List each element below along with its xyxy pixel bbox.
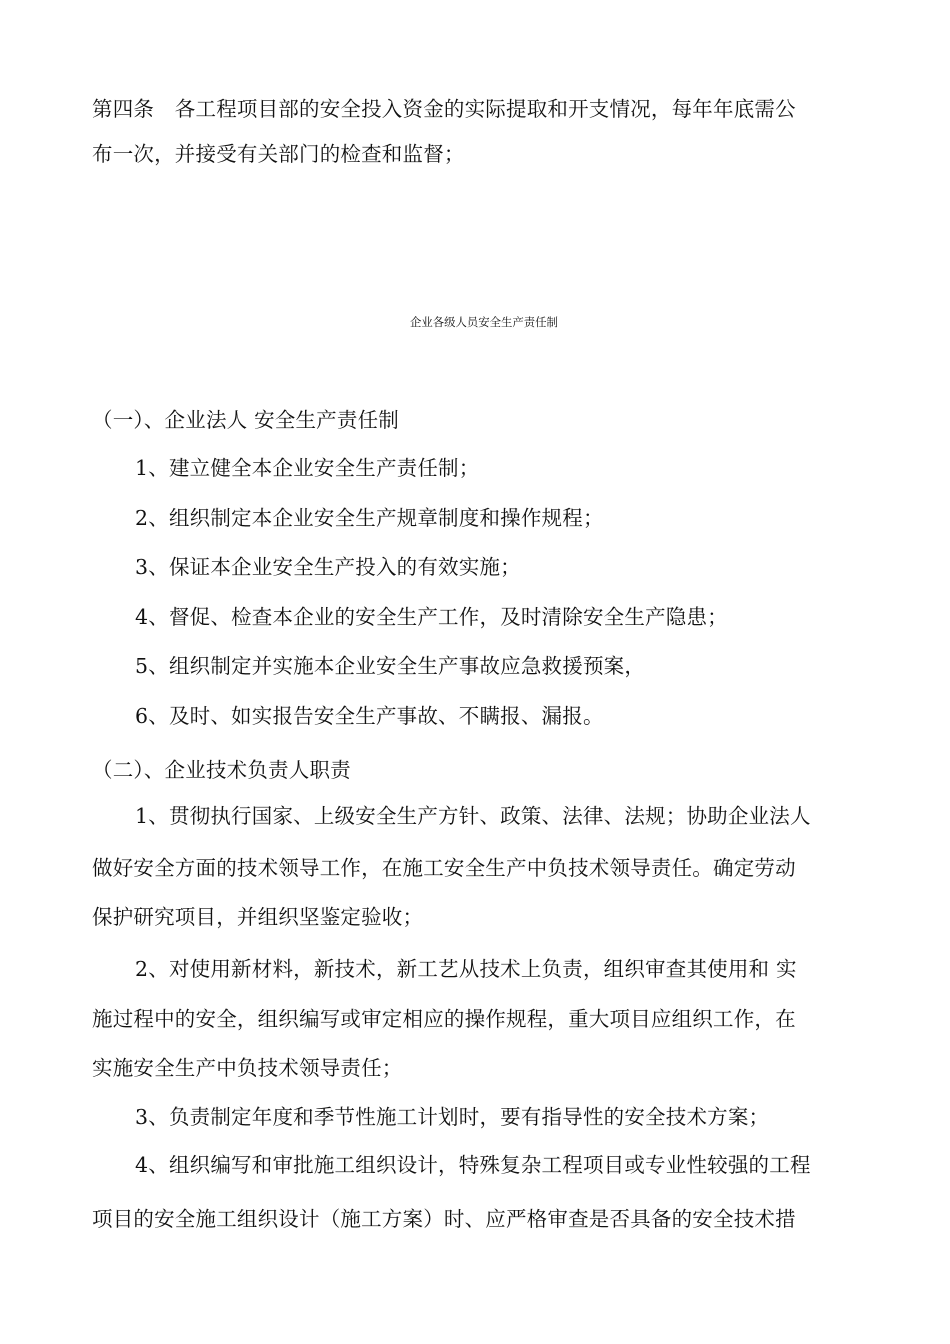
section2-item1-line-1: 1、贯彻执行国家、上级安全生产方针、政策、法律、法规；协助企业法人	[135, 804, 811, 828]
section1-item-2: 2、组织制定本企业安全生产规章制度和操作规程；	[135, 506, 604, 530]
section2-heading: （二）、企业技术负责人职责	[92, 758, 351, 782]
section1-item-5: 5、组织制定并实施本企业安全生产事故应急救援预案，	[135, 654, 646, 678]
section1-item-3: 3、保证本企业安全生产投入的有效实施；	[135, 555, 521, 579]
document-title: 企业各级人员安全生产责任制	[410, 315, 558, 329]
section2-item2-line-2: 施过程中的安全，组织编写或审定相应的操作规程，重大项目应组织工作，在	[92, 1007, 796, 1031]
section2-item1-line-2: 做好安全方面的技术领导工作，在施工安全生产中负技术领导责任。确定劳动	[92, 856, 796, 880]
section2-item4-line-2: 项目的安全施工组织设计（施工方案）时、应严格审查是否具备的安全技术措	[92, 1207, 796, 1231]
section1-item-1: 1、建立健全本企业安全生产责任制；	[135, 456, 480, 480]
section1-item-6: 6、及时、如实报告安全生产事故、不瞒报、漏报。	[135, 704, 604, 728]
section2-item3-line-1: 3、负责制定年度和季节性施工计划时，要有指导性的安全技术方案；	[135, 1105, 770, 1129]
section2-item2-line-1: 2、对使用新材料，新技术，新工艺从技术上负责，组织审查其使用和 实	[135, 957, 797, 981]
section2-item1-line-3: 保护研究项目，并组织坚鉴定验收；	[92, 905, 424, 929]
section1-heading: （一）、企业法人 安全生产责任制	[92, 408, 399, 432]
section1-item-4: 4、督促、检查本企业的安全生产工作，及时清除安全生产隐患；	[135, 605, 728, 629]
article4-line-2: 布一次，并接受有关部门的检查和监督；	[92, 142, 465, 166]
section2-item4-line-1: 4、组织编写和审批施工组织设计，特殊复杂工程项目或专业性较强的工程	[135, 1153, 811, 1177]
section2-item2-line-3: 实施安全生产中负技术领导责任；	[92, 1056, 403, 1080]
article4-line-1: 第四条 各工程项目部的安全投入资金的实际提取和开支情况，每年年底需公	[92, 97, 796, 121]
